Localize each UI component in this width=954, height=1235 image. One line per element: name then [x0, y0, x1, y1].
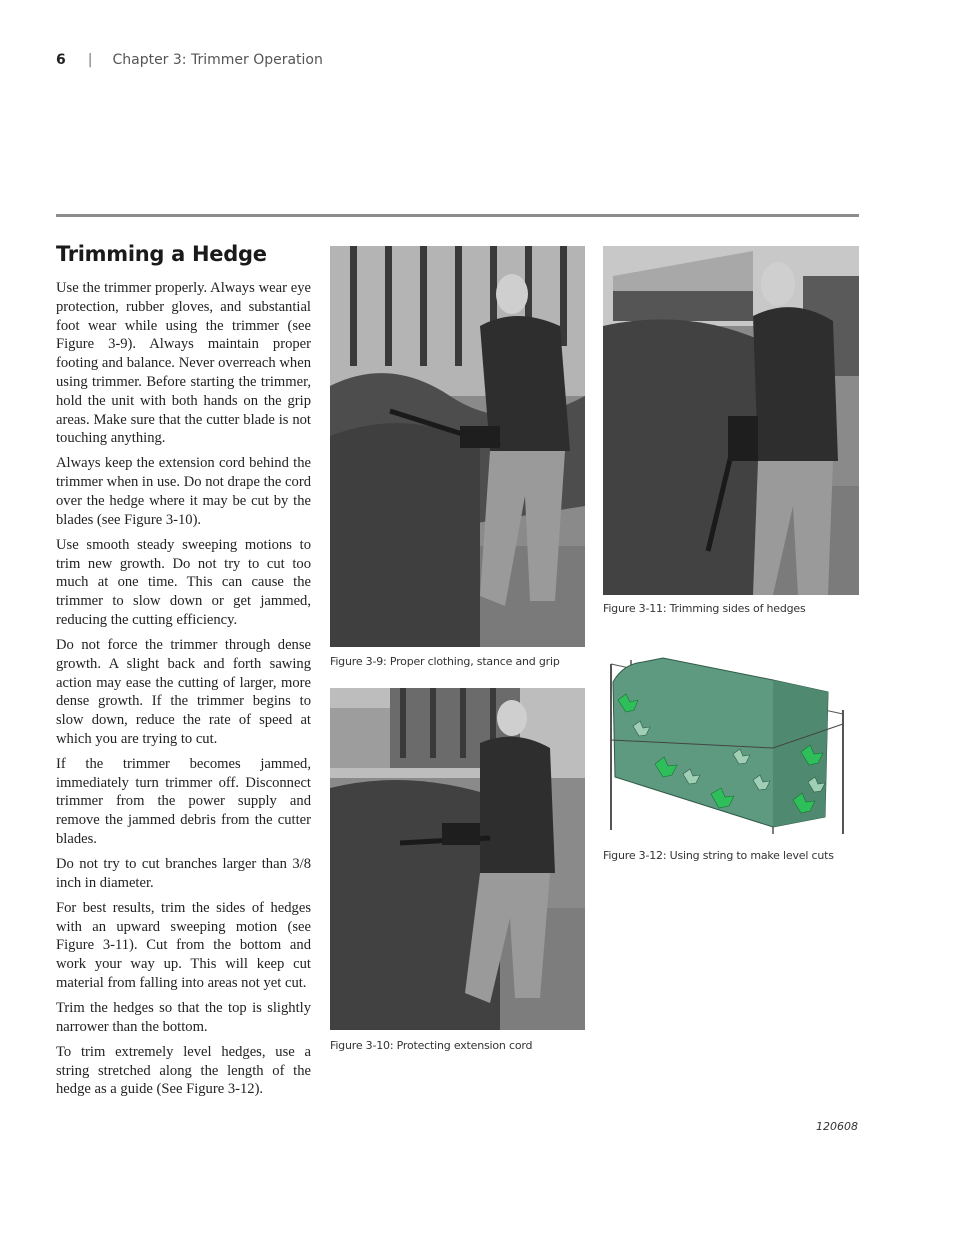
body-text	[56, 279, 311, 1105]
paragraph: Trim the hedges so that the top is slightly narrower than the bottom.	[56, 1000, 311, 1035]
figure-3-10-caption: Figure 3-10: Protecting extension cord	[330, 1039, 533, 1052]
paragraph: Use the trimmer properly. Always wear eye protection, rubber gloves, and substantial foot wear while using the trimmer (see Figure 3-9). Always maintain proper footing and balance. Never overreach when using trimmer. Before starting the trimmer, hold the unit with both hands on the grip areas. Make sure that the cutter blade is not touching anything.	[56, 280, 311, 447]
hedge-string-illustration-icon	[603, 652, 859, 842]
paragraph: Always keep the extension cord behind the trimmer when in use. Do not drape the cord over the hedge where it may be cut by the blades (see Figure 3-10).	[56, 455, 311, 528]
paragraph: If the trimmer becomes jammed, immediately turn trimmer off. Disconnect trimmer from the power supply and remove the jammed debris from the cutter blades.	[56, 755, 311, 848]
page-number: 6	[56, 52, 66, 68]
person-trimming-photo-icon	[330, 246, 585, 647]
paragraph: Use smooth steady sweeping motions to trim new growth. Do not try to cut too much at one time. This can cause the trimmer to slow down or get jammed, reducing the cutting efficiency.	[56, 536, 311, 628]
document-id: 120608	[816, 1120, 858, 1133]
paragraph: To trim extremely level hedges, use a string stretched along the length of the hedge as a guide (See Figure 3-12).	[56, 1043, 311, 1098]
paragraph: Do not try to cut branches larger than 3/8 inch in diameter.	[56, 856, 311, 891]
section-title: Trimming a Hedge	[56, 242, 267, 266]
figure-3-12-illustration	[603, 652, 859, 842]
figure-3-10-photo	[330, 688, 585, 1030]
figure-3-9-photo	[330, 246, 585, 647]
figure-3-11-caption: Figure 3-11: Trimming sides of hedges	[603, 602, 806, 615]
paragraph: For best results, trim the sides of hedges with an upward sweeping motion (see Figure 3-11). Cut from the bottom and work your way up. This will keep cut material from falling into areas not yet cut.	[56, 899, 311, 992]
figure-3-9-caption: Figure 3-9: Proper clothing, stance and grip	[330, 655, 560, 668]
person-trimming-photo-icon	[603, 246, 859, 595]
paragraph: Do not force the trimmer through dense growth. A slight back and forth sawing action may ease the cutting of larger, more dense growth. If the trimmer begins to slow down, reduce the rate of speed at which you are trying to cut.	[56, 636, 311, 747]
chapter-title: Chapter 3: Trimmer Operation	[112, 52, 323, 68]
figure-3-11-photo	[603, 246, 859, 595]
section-divider	[56, 214, 859, 217]
figure-3-12-caption: Figure 3-12: Using string to make level cuts	[603, 849, 834, 862]
page-header	[56, 52, 323, 68]
person-trimming-photo-icon	[330, 688, 585, 1030]
header-separator: |	[87, 52, 93, 68]
